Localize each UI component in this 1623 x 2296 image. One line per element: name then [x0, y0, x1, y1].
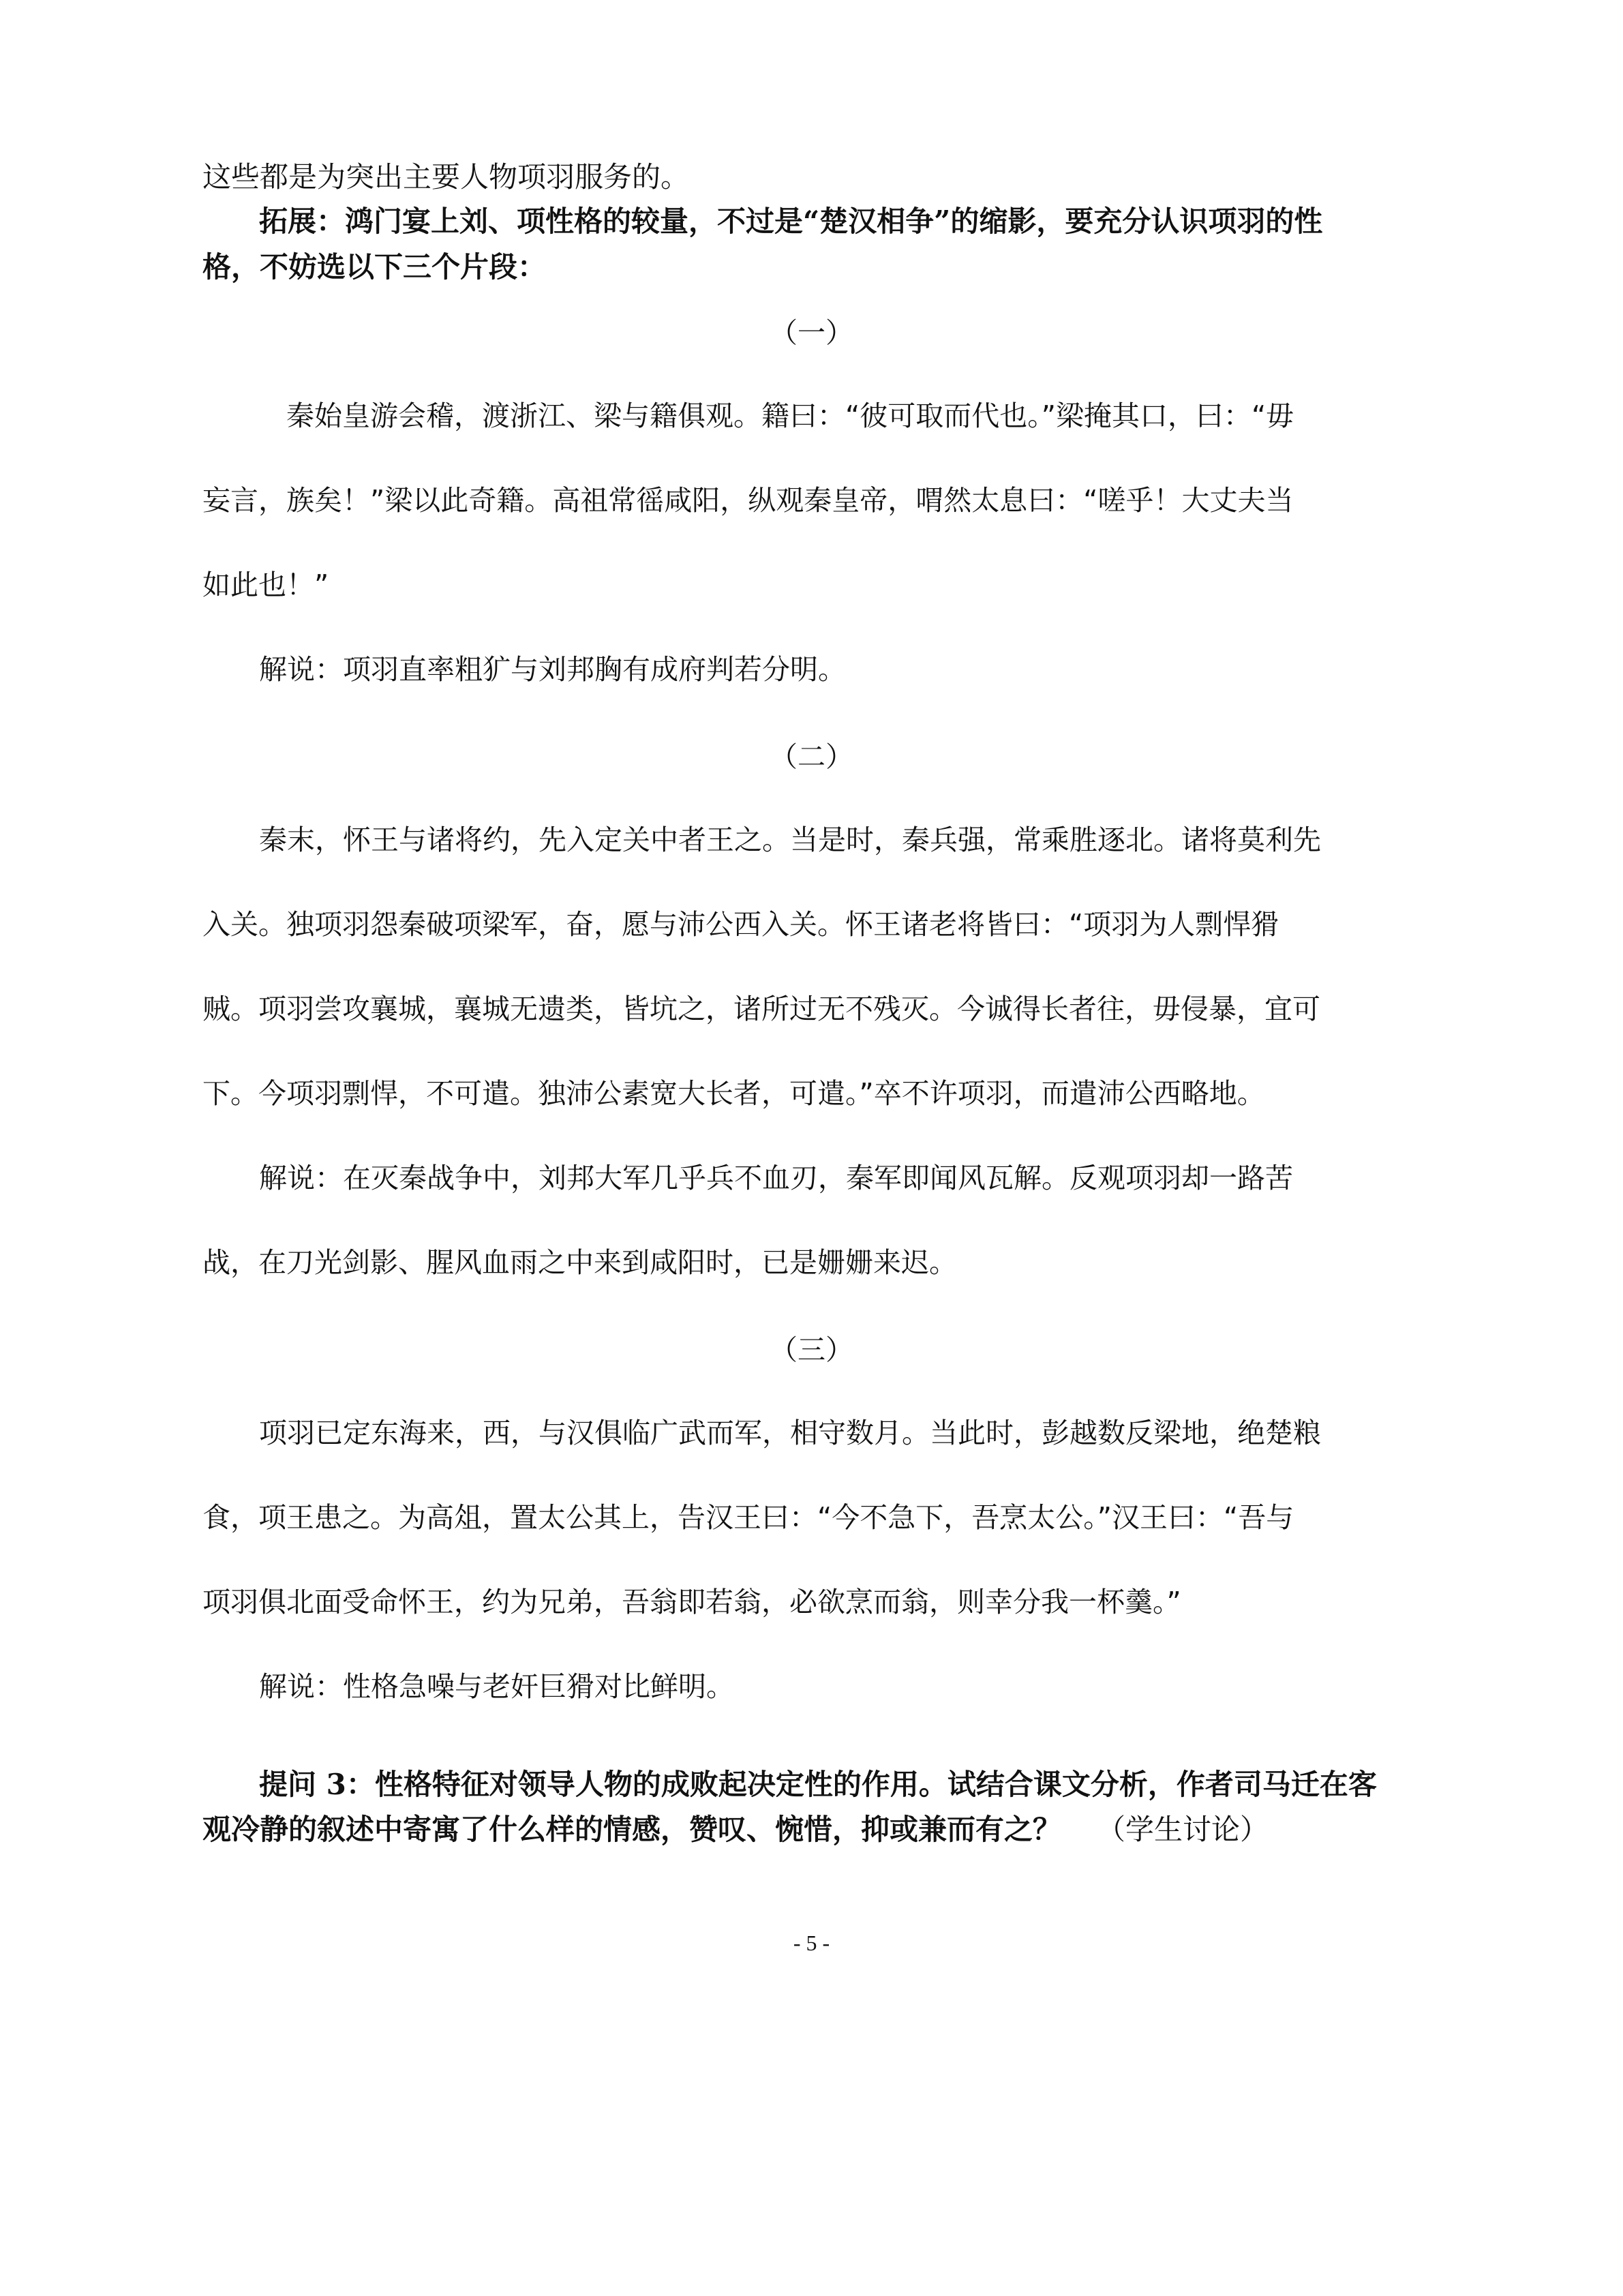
page-number: - 5 - — [793, 1931, 830, 1955]
section-3-line-3: 项羽俱北面受命怀王，约为兄弟，吾翁即若翁，必欲烹而翁，则幸分我一杯羹。” — [202, 1586, 1181, 1618]
section-3-line-1: 项羽已定东海来，西，与汉俱临广武而军，相守数月。当此时，彭越数反梁地，绝楚粮 — [259, 1417, 1321, 1449]
section-2-heading: （二） — [770, 740, 853, 773]
section-1-line-3: 如此也！” — [202, 569, 329, 601]
section-1-line-2: 妄言，族矣！”梁以此奇籍。高祖常徭咸阳，纵观秦皇帝，喟然太息曰：“嗟乎！大丈夫当 — [202, 484, 1294, 517]
section-2-line-3: 贼。项羽尝攻襄城，襄城无遗类，皆坑之，诸所过无不残灭。今诚得长者往，毋侵暴，宜可 — [202, 993, 1320, 1025]
section-3-line-2: 食，项王患之。为高俎，置太公其上，告汉王曰：“今不急下，吾烹太公。”汉王曰：“吾与 — [202, 1501, 1294, 1534]
section-2-line-1: 秦末，怀王与诸将约，先入定关中者王之。当是时，秦兵强，常乘胜逐北。诸将莫利先 — [259, 824, 1321, 856]
section-1-heading: （一） — [770, 316, 853, 349]
section-2-line-4: 下。今项羽剽悍，不可遣。独沛公素宽大长者，可遣。”卒不许项羽，而遣沛公西略地。 — [202, 1077, 1265, 1110]
extension-line-1: 拓展：鸿门宴上刘、项性格的较量，不过是“楚汉相争”的缩影，要充分认识项羽的性 — [259, 205, 1323, 238]
extension-line-2: 格，不妨选以下三个片段： — [202, 250, 547, 284]
question-3-line-2 — [202, 1809, 1269, 1850]
question-3-line-1: 提问 3：性格特征对领导人物的成败起决定性的作用。试结合课文分析，作者司马迁在客 — [259, 1768, 1377, 1801]
section-3-note: 解说：性格急噪与老奸巨猾对比鲜明。 — [259, 1670, 734, 1703]
section-1-note: 解说：项羽直率粗犷与刘邦胸有成府判若分明。 — [259, 653, 846, 686]
section-2-note-line-1: 解说：在灭秦战争中，刘邦大军几乎兵不血刃，秦军即闻风瓦解。反观项羽却一路苦 — [259, 1162, 1293, 1194]
question-3-line-2-bold: 观冷静的叙述中寄寓了什么样的情感，赞叹、惋惜，抑或兼而有之？ — [202, 1813, 1062, 1846]
section-3-heading: （三） — [770, 1333, 853, 1366]
question-3-student-discussion: （学生讨论） — [1097, 1813, 1269, 1846]
section-2-note-line-2: 战，在刀光剑影、腥风血雨之中来到咸阳时，已是姗姗来迟。 — [202, 1246, 957, 1279]
intro-line: 这些都是为突出主要人物项羽服务的。 — [202, 160, 690, 194]
section-1-line-1: 秦始皇游会稽，渡浙江、梁与籍俱观。籍曰：“彼可取而代也。”梁掩其口，曰：“毋 — [286, 399, 1294, 432]
section-2-line-2: 入关。独项羽怨秦破项梁军，奋，愿与沛公西入关。怀王诸老将皆曰：“项羽为人剽悍猾 — [202, 908, 1279, 941]
